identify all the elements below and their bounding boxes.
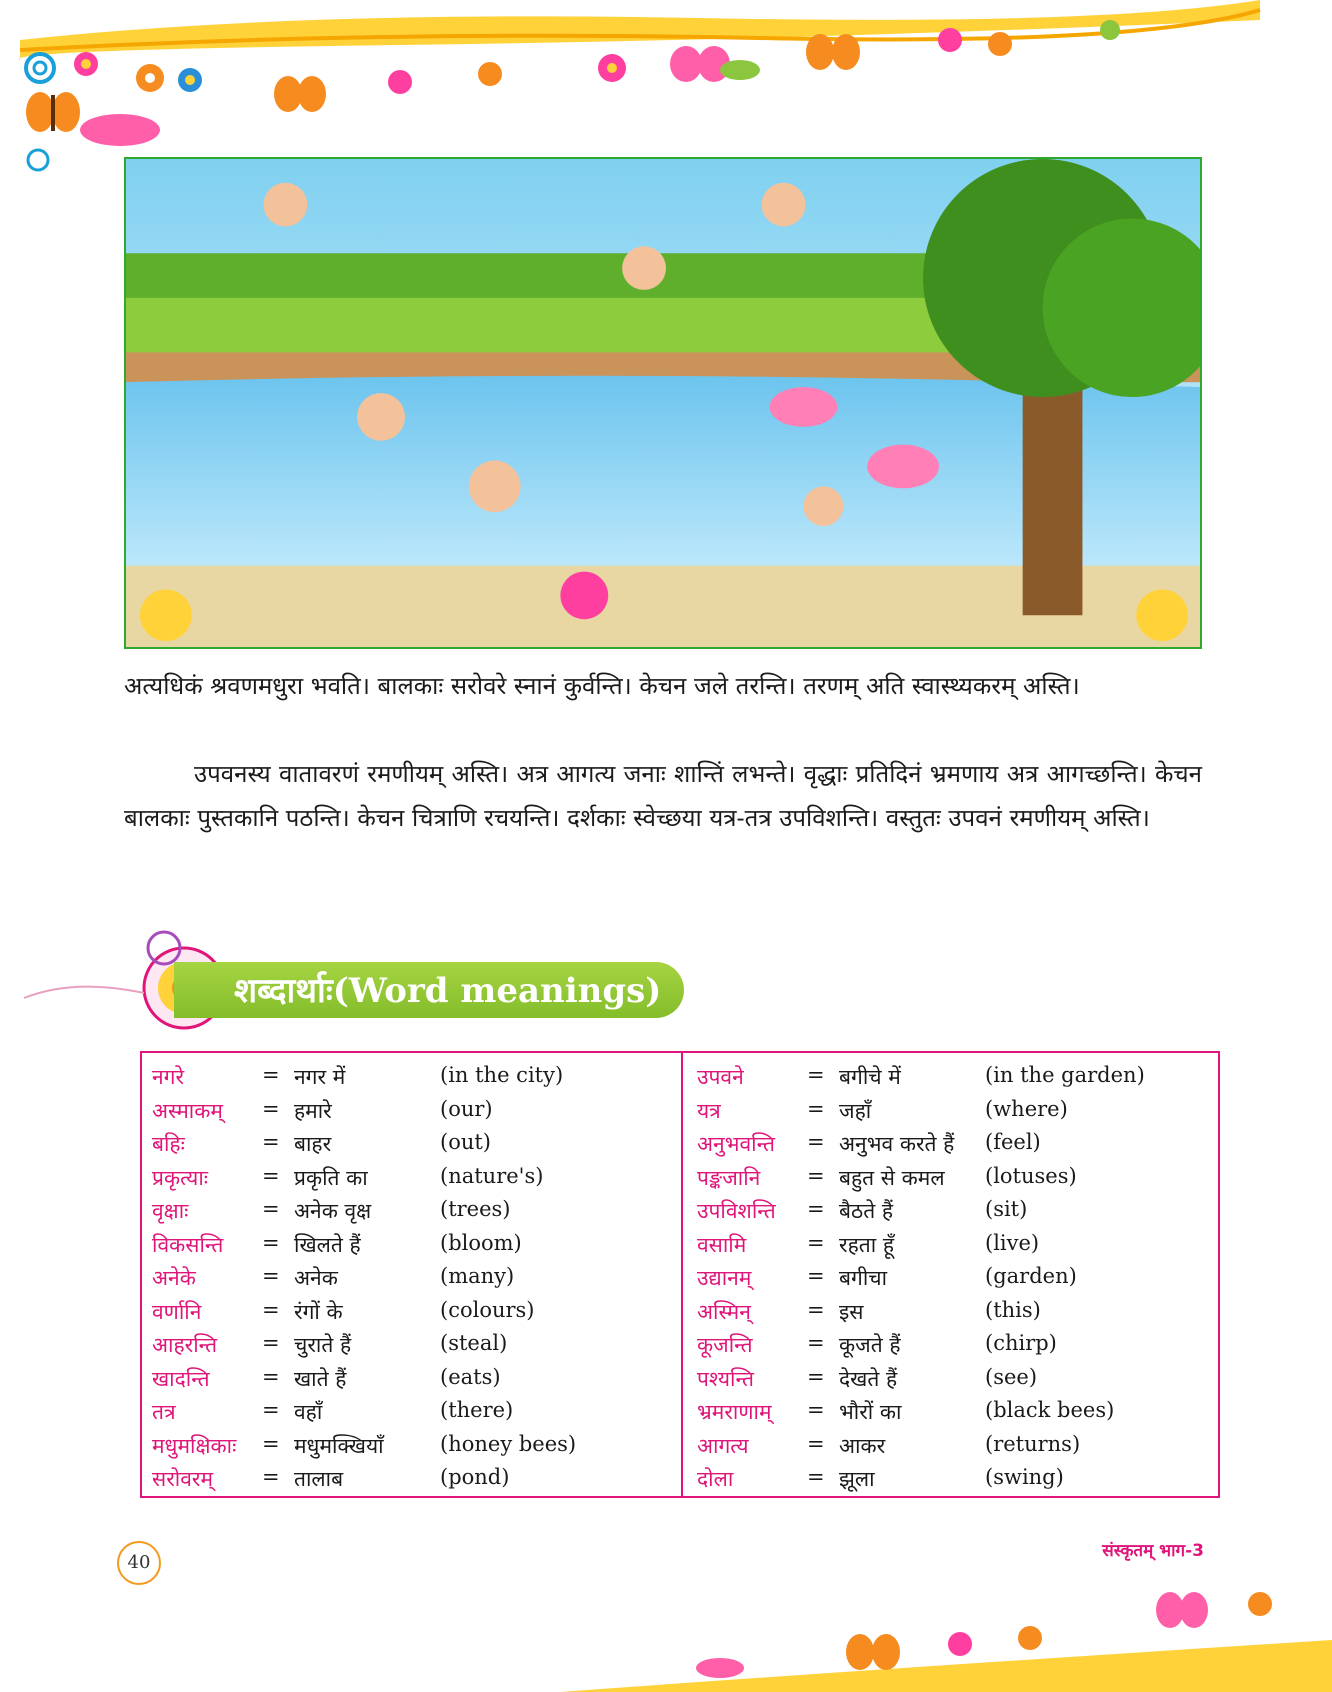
paragraph-2: उपवनस्य वातावरणं रमणीयम् अस्ति। अत्र आगत्य जनाः शान्तिं लभन्ते। वृद्धाः प्रतिदिनं भ्रमणाय अत्र आगच्छन्ति। केचन बालकाः पुस्तकानि पठन्ति। केचन चित्राणि रचयन्ति। दर्शकाः स्वेच्छया यत्र-तत्र उपविशन्ति। वस्तुतः उपवनं रमणीयम् अस्ति। bbox=[124, 760, 1202, 832]
hindi-meaning: झूला bbox=[839, 1467, 875, 1491]
sanskrit-word: अस्माकम् bbox=[152, 1098, 223, 1123]
hindi-meaning: तालाब bbox=[294, 1467, 344, 1491]
sanskrit-word: वृक्षाः bbox=[152, 1199, 189, 1223]
butterfly-icon bbox=[1156, 1592, 1208, 1628]
hindi-meaning: खिलते हैं bbox=[294, 1232, 361, 1257]
equals-sign: = bbox=[262, 1230, 280, 1255]
equals-sign: = bbox=[807, 1364, 825, 1389]
glossary-row bbox=[697, 1363, 1227, 1397]
sanskrit-word: दोला bbox=[697, 1467, 734, 1491]
sanskrit-word: विकसन्ति bbox=[152, 1232, 224, 1257]
equals-sign: = bbox=[262, 1197, 280, 1221]
english-meaning: (trees) bbox=[440, 1197, 511, 1221]
glossary-row bbox=[697, 1229, 1227, 1263]
elder-icon bbox=[803, 486, 843, 526]
hindi-meaning: जहाँ bbox=[839, 1098, 872, 1123]
glossary-row bbox=[697, 1162, 1227, 1196]
sanskrit-word: यत्र bbox=[697, 1098, 721, 1123]
equals-sign: = bbox=[262, 1130, 280, 1154]
equals-sign: = bbox=[262, 1264, 280, 1288]
flower-icon bbox=[136, 64, 164, 92]
hindi-meaning: देखते हैं bbox=[839, 1366, 898, 1391]
glossary-row bbox=[152, 1061, 682, 1095]
english-meaning: (eats) bbox=[440, 1364, 501, 1389]
glossary-row bbox=[152, 1296, 682, 1330]
equals-sign: = bbox=[807, 1197, 825, 1221]
equals-sign: = bbox=[262, 1063, 280, 1087]
sanskrit-word: नगरे bbox=[152, 1065, 185, 1089]
spiral-icon bbox=[28, 150, 48, 170]
hindi-meaning: बहुत से कमल bbox=[839, 1165, 945, 1190]
english-meaning: (see) bbox=[985, 1364, 1038, 1389]
sanskrit-word: बहिः bbox=[152, 1132, 185, 1156]
page-number: 40 bbox=[117, 1541, 161, 1585]
flower-icon bbox=[478, 62, 502, 86]
flower-icon bbox=[1136, 589, 1188, 641]
butterfly-icon bbox=[274, 76, 326, 112]
butterfly-icon bbox=[670, 46, 730, 82]
flower-icon bbox=[388, 70, 412, 94]
equals-sign: = bbox=[807, 1264, 825, 1288]
glossary-row bbox=[697, 1262, 1227, 1296]
spiral-icon bbox=[26, 54, 54, 82]
equals-sign: = bbox=[262, 1331, 280, 1355]
equals-sign: = bbox=[807, 1398, 825, 1422]
park-illustration bbox=[124, 157, 1202, 649]
flower-icon bbox=[74, 52, 98, 76]
sanskrit-word: भ्रमराणाम् bbox=[697, 1400, 772, 1424]
hindi-meaning: नगर में bbox=[294, 1065, 346, 1089]
glossary-row bbox=[697, 1430, 1227, 1464]
hindi-meaning: बाहर bbox=[294, 1132, 332, 1156]
english-meaning: (in the garden) bbox=[985, 1063, 1145, 1087]
hindi-meaning: बगीचे में bbox=[839, 1065, 901, 1089]
glossary-row bbox=[697, 1296, 1227, 1330]
leaf-icon bbox=[696, 1658, 744, 1678]
english-meaning: (swing) bbox=[985, 1465, 1064, 1489]
sanskrit-word: तत्र bbox=[152, 1400, 176, 1424]
sanskrit-word: अनेके bbox=[152, 1266, 196, 1290]
hindi-meaning: अनेक bbox=[294, 1266, 338, 1290]
sanskrit-word: वसामि bbox=[697, 1232, 747, 1257]
english-meaning: (feel) bbox=[985, 1130, 1041, 1154]
english-meaning: (chirp) bbox=[985, 1331, 1057, 1355]
glossary-column-left bbox=[152, 1061, 682, 1497]
lotus-icon bbox=[867, 445, 939, 489]
english-meaning: (there) bbox=[440, 1398, 514, 1422]
butterfly-icon bbox=[846, 1634, 900, 1670]
hindi-meaning: मधुमक्खियाँ bbox=[294, 1433, 384, 1458]
english-meaning: (returns) bbox=[985, 1431, 1081, 1456]
glossary-column-right bbox=[697, 1061, 1227, 1497]
child-icon bbox=[622, 246, 666, 290]
butterfly-icon bbox=[26, 92, 80, 132]
hindi-meaning: आकर bbox=[839, 1433, 886, 1458]
word-meanings-heading bbox=[14, 918, 674, 1038]
english-meaning: (many) bbox=[440, 1264, 515, 1288]
sanskrit-word: अस्मिन् bbox=[697, 1299, 751, 1324]
sanskrit-word: उपवने bbox=[697, 1065, 744, 1089]
english-meaning: (in the city) bbox=[440, 1063, 564, 1087]
glossary-row bbox=[697, 1329, 1227, 1363]
leaf-icon bbox=[80, 114, 160, 146]
equals-sign: = bbox=[262, 1096, 280, 1121]
glossary-row bbox=[152, 1195, 682, 1229]
glossary-table bbox=[140, 1051, 1220, 1498]
hindi-meaning: रहता हूँ bbox=[839, 1232, 894, 1257]
hindi-meaning: हमारे bbox=[294, 1098, 332, 1123]
glossary-row bbox=[697, 1061, 1227, 1095]
glossary-row bbox=[697, 1463, 1227, 1497]
heading-title: शब्दार्थाः(Word meanings) bbox=[234, 971, 662, 1011]
hindi-meaning: बैठते हैं bbox=[839, 1199, 893, 1223]
equals-sign: = bbox=[262, 1163, 280, 1188]
equals-sign: = bbox=[262, 1398, 280, 1422]
glossary-row bbox=[152, 1363, 682, 1397]
hindi-meaning: कूजते हैं bbox=[839, 1333, 901, 1357]
glossary-row bbox=[152, 1262, 682, 1296]
equals-sign: = bbox=[262, 1364, 280, 1389]
equals-sign: = bbox=[807, 1431, 825, 1456]
bottom-decorative-border bbox=[560, 1560, 1332, 1692]
sanskrit-word: उपविशन्ति bbox=[697, 1199, 776, 1223]
equals-sign: = bbox=[262, 1431, 280, 1456]
flower-icon bbox=[988, 32, 1012, 56]
sanskrit-word: पङ्कजानि bbox=[697, 1165, 761, 1190]
english-meaning: (this) bbox=[985, 1297, 1041, 1322]
glossary-row bbox=[152, 1128, 682, 1162]
hindi-meaning: अनुभव करते हैं bbox=[839, 1132, 955, 1156]
english-meaning: (black bees) bbox=[985, 1398, 1115, 1422]
glossary-row bbox=[152, 1396, 682, 1430]
flower-icon bbox=[948, 1632, 972, 1656]
hindi-meaning: प्रकृति का bbox=[294, 1165, 368, 1190]
sanskrit-word: खादन्ति bbox=[152, 1366, 210, 1391]
top-decorative-border bbox=[0, 0, 1332, 180]
glossary-row bbox=[697, 1195, 1227, 1229]
equals-sign: = bbox=[807, 1130, 825, 1154]
equals-sign: = bbox=[262, 1297, 280, 1322]
english-meaning: (bloom) bbox=[440, 1230, 522, 1255]
glossary-row bbox=[697, 1095, 1227, 1129]
paragraph-1: अत्यधिकं श्रवणमधुरा भवति। बालकाः सरोवरे स्नानं कुर्वन्ति। केचन जले तरन्ति। तरणम् अति स्वास्थ्यकरम् अस्ति। bbox=[124, 672, 1080, 700]
flower-icon bbox=[1248, 1592, 1272, 1616]
equals-sign: = bbox=[807, 1465, 825, 1489]
sanskrit-word: सरोवरम् bbox=[152, 1467, 214, 1491]
english-meaning: (garden) bbox=[985, 1264, 1077, 1288]
flower-icon bbox=[938, 28, 962, 52]
child-icon bbox=[762, 183, 806, 227]
flower-icon bbox=[560, 572, 608, 620]
glossary-row bbox=[697, 1396, 1227, 1430]
flower-icon bbox=[140, 589, 192, 641]
glossary-row bbox=[152, 1463, 682, 1497]
glossary-row bbox=[152, 1162, 682, 1196]
equals-sign: = bbox=[807, 1163, 825, 1188]
english-meaning: (our) bbox=[440, 1096, 493, 1121]
equals-sign: = bbox=[262, 1465, 280, 1489]
flower-icon bbox=[598, 54, 626, 82]
english-meaning: (colours) bbox=[440, 1297, 535, 1322]
child-icon bbox=[263, 183, 307, 227]
sanskrit-word: आहरन्ति bbox=[152, 1333, 218, 1357]
equals-sign: = bbox=[807, 1063, 825, 1087]
swimmer-icon bbox=[357, 393, 405, 441]
hindi-meaning: खाते हैं bbox=[294, 1366, 347, 1391]
sanskrit-word: आगत्य bbox=[697, 1433, 749, 1458]
english-meaning: (where) bbox=[985, 1096, 1068, 1121]
hindi-meaning: अनेक वृक्ष bbox=[294, 1199, 372, 1223]
hindi-meaning: वहाँ bbox=[294, 1400, 323, 1424]
flower-icon bbox=[178, 68, 202, 92]
sanskrit-word: वर्णानि bbox=[152, 1299, 202, 1324]
swimmer-icon bbox=[469, 461, 521, 513]
english-meaning: (sit) bbox=[985, 1197, 1028, 1221]
equals-sign: = bbox=[807, 1331, 825, 1355]
leaf-icon bbox=[720, 60, 760, 80]
glossary-row bbox=[152, 1229, 682, 1263]
sanskrit-word: कूजन्ति bbox=[697, 1333, 753, 1357]
hindi-meaning: भौरों का bbox=[839, 1400, 902, 1424]
english-meaning: (honey bees) bbox=[440, 1431, 577, 1456]
english-meaning: (lotuses) bbox=[985, 1163, 1077, 1188]
hindi-meaning: रंगों के bbox=[294, 1299, 343, 1324]
english-meaning: (out) bbox=[440, 1130, 491, 1154]
glossary-row bbox=[152, 1329, 682, 1363]
flower-icon bbox=[1100, 20, 1120, 40]
english-meaning: (steal) bbox=[440, 1331, 508, 1355]
flower-icon bbox=[1018, 1626, 1042, 1650]
english-meaning: (pond) bbox=[440, 1465, 510, 1489]
glossary-row bbox=[697, 1128, 1227, 1162]
glossary-row bbox=[152, 1430, 682, 1464]
sanskrit-word: अनुभवन्ति bbox=[697, 1132, 776, 1156]
hindi-meaning: बगीचा bbox=[839, 1266, 888, 1290]
hindi-meaning: चुराते हैं bbox=[294, 1333, 352, 1357]
equals-sign: = bbox=[807, 1297, 825, 1322]
sanskrit-word: पश्यन्ति bbox=[697, 1366, 754, 1391]
sanskrit-word: उद्यानम् bbox=[697, 1266, 752, 1290]
sanskrit-word: प्रकृत्याः bbox=[152, 1165, 209, 1190]
equals-sign: = bbox=[807, 1230, 825, 1255]
sanskrit-word: मधुमक्षिकाः bbox=[152, 1433, 237, 1458]
equals-sign: = bbox=[807, 1096, 825, 1121]
lotus-icon bbox=[770, 387, 838, 427]
english-meaning: (nature's) bbox=[440, 1163, 544, 1188]
english-meaning: (live) bbox=[985, 1230, 1040, 1255]
book-title: संस्कृतम् भाग-3 bbox=[1102, 1541, 1204, 1561]
glossary-row bbox=[152, 1095, 682, 1129]
hindi-meaning: इस bbox=[839, 1299, 864, 1324]
